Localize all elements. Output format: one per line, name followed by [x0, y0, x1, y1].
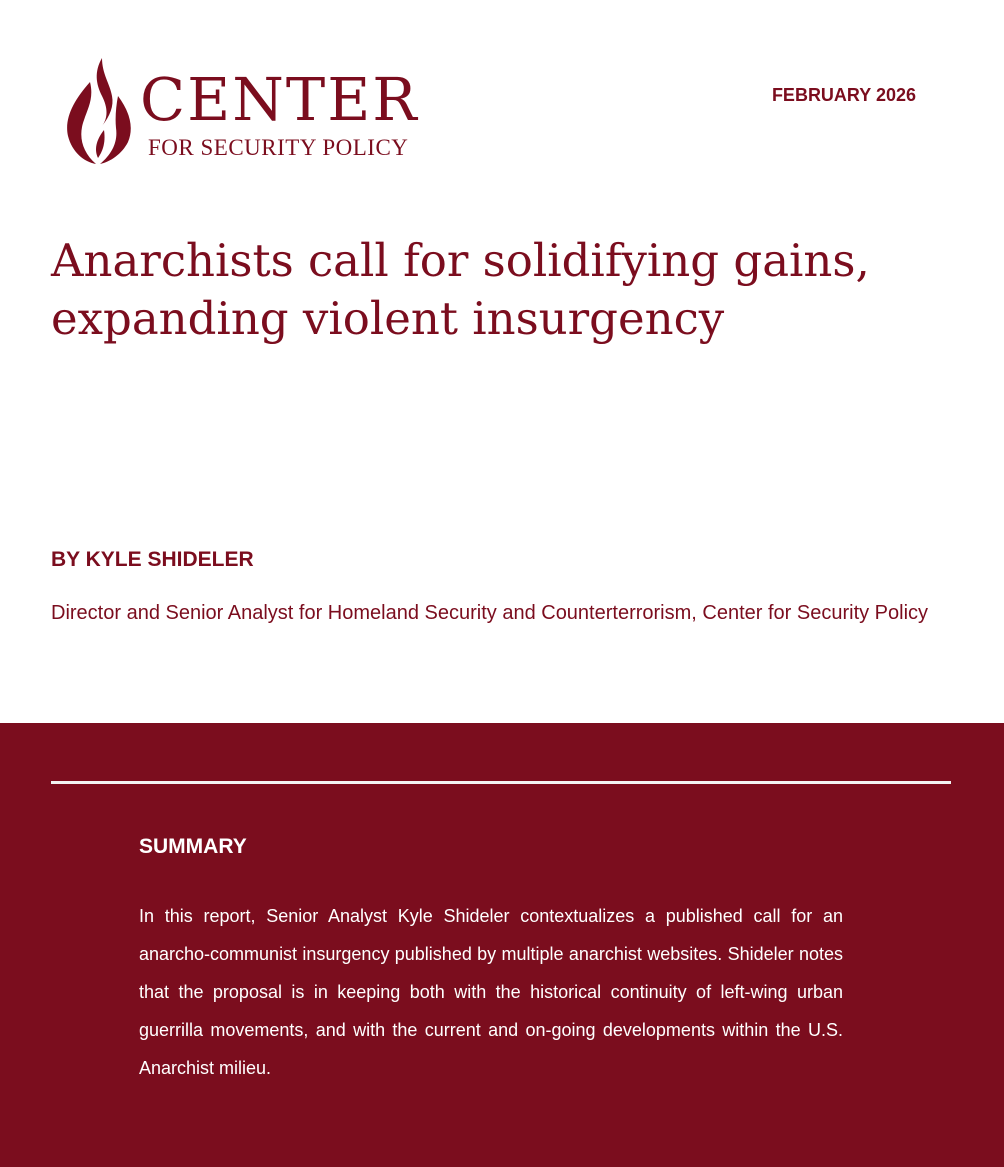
logo-secondary-text: FOR SECURITY POLICY: [148, 135, 409, 160]
author-byline: BY KYLE SHIDELER: [51, 548, 254, 571]
summary-panel: [0, 723, 1004, 1167]
logo-primary-text: CENTER: [140, 65, 419, 134]
publication-date: FEBRUARY 2026: [771, 85, 916, 105]
author-affiliation: Director and Senior Analyst for Homeland Security and Counterterrorism, Center for Security Policy: [51, 602, 929, 624]
flame-icon: [60, 56, 138, 166]
organization-logo: [60, 56, 420, 168]
summary-text: In this report, Senior Analyst Kyle Shideler contextualizes a published call for an anarcho-communist insurgency published by multiple anarchist websites. Shideler notes that the proposal is in keeping both with the historical continuity of left-wing urban guerrilla movements, and with the current and on-going developments within the U.S. Anarchist milieu.: [139, 906, 843, 1078]
report-title: Anarchists call for solidifying gains, expanding violent insurgency: [51, 234, 870, 345]
summary-heading: SUMMARY: [139, 835, 247, 858]
summary-divider: [51, 781, 951, 784]
